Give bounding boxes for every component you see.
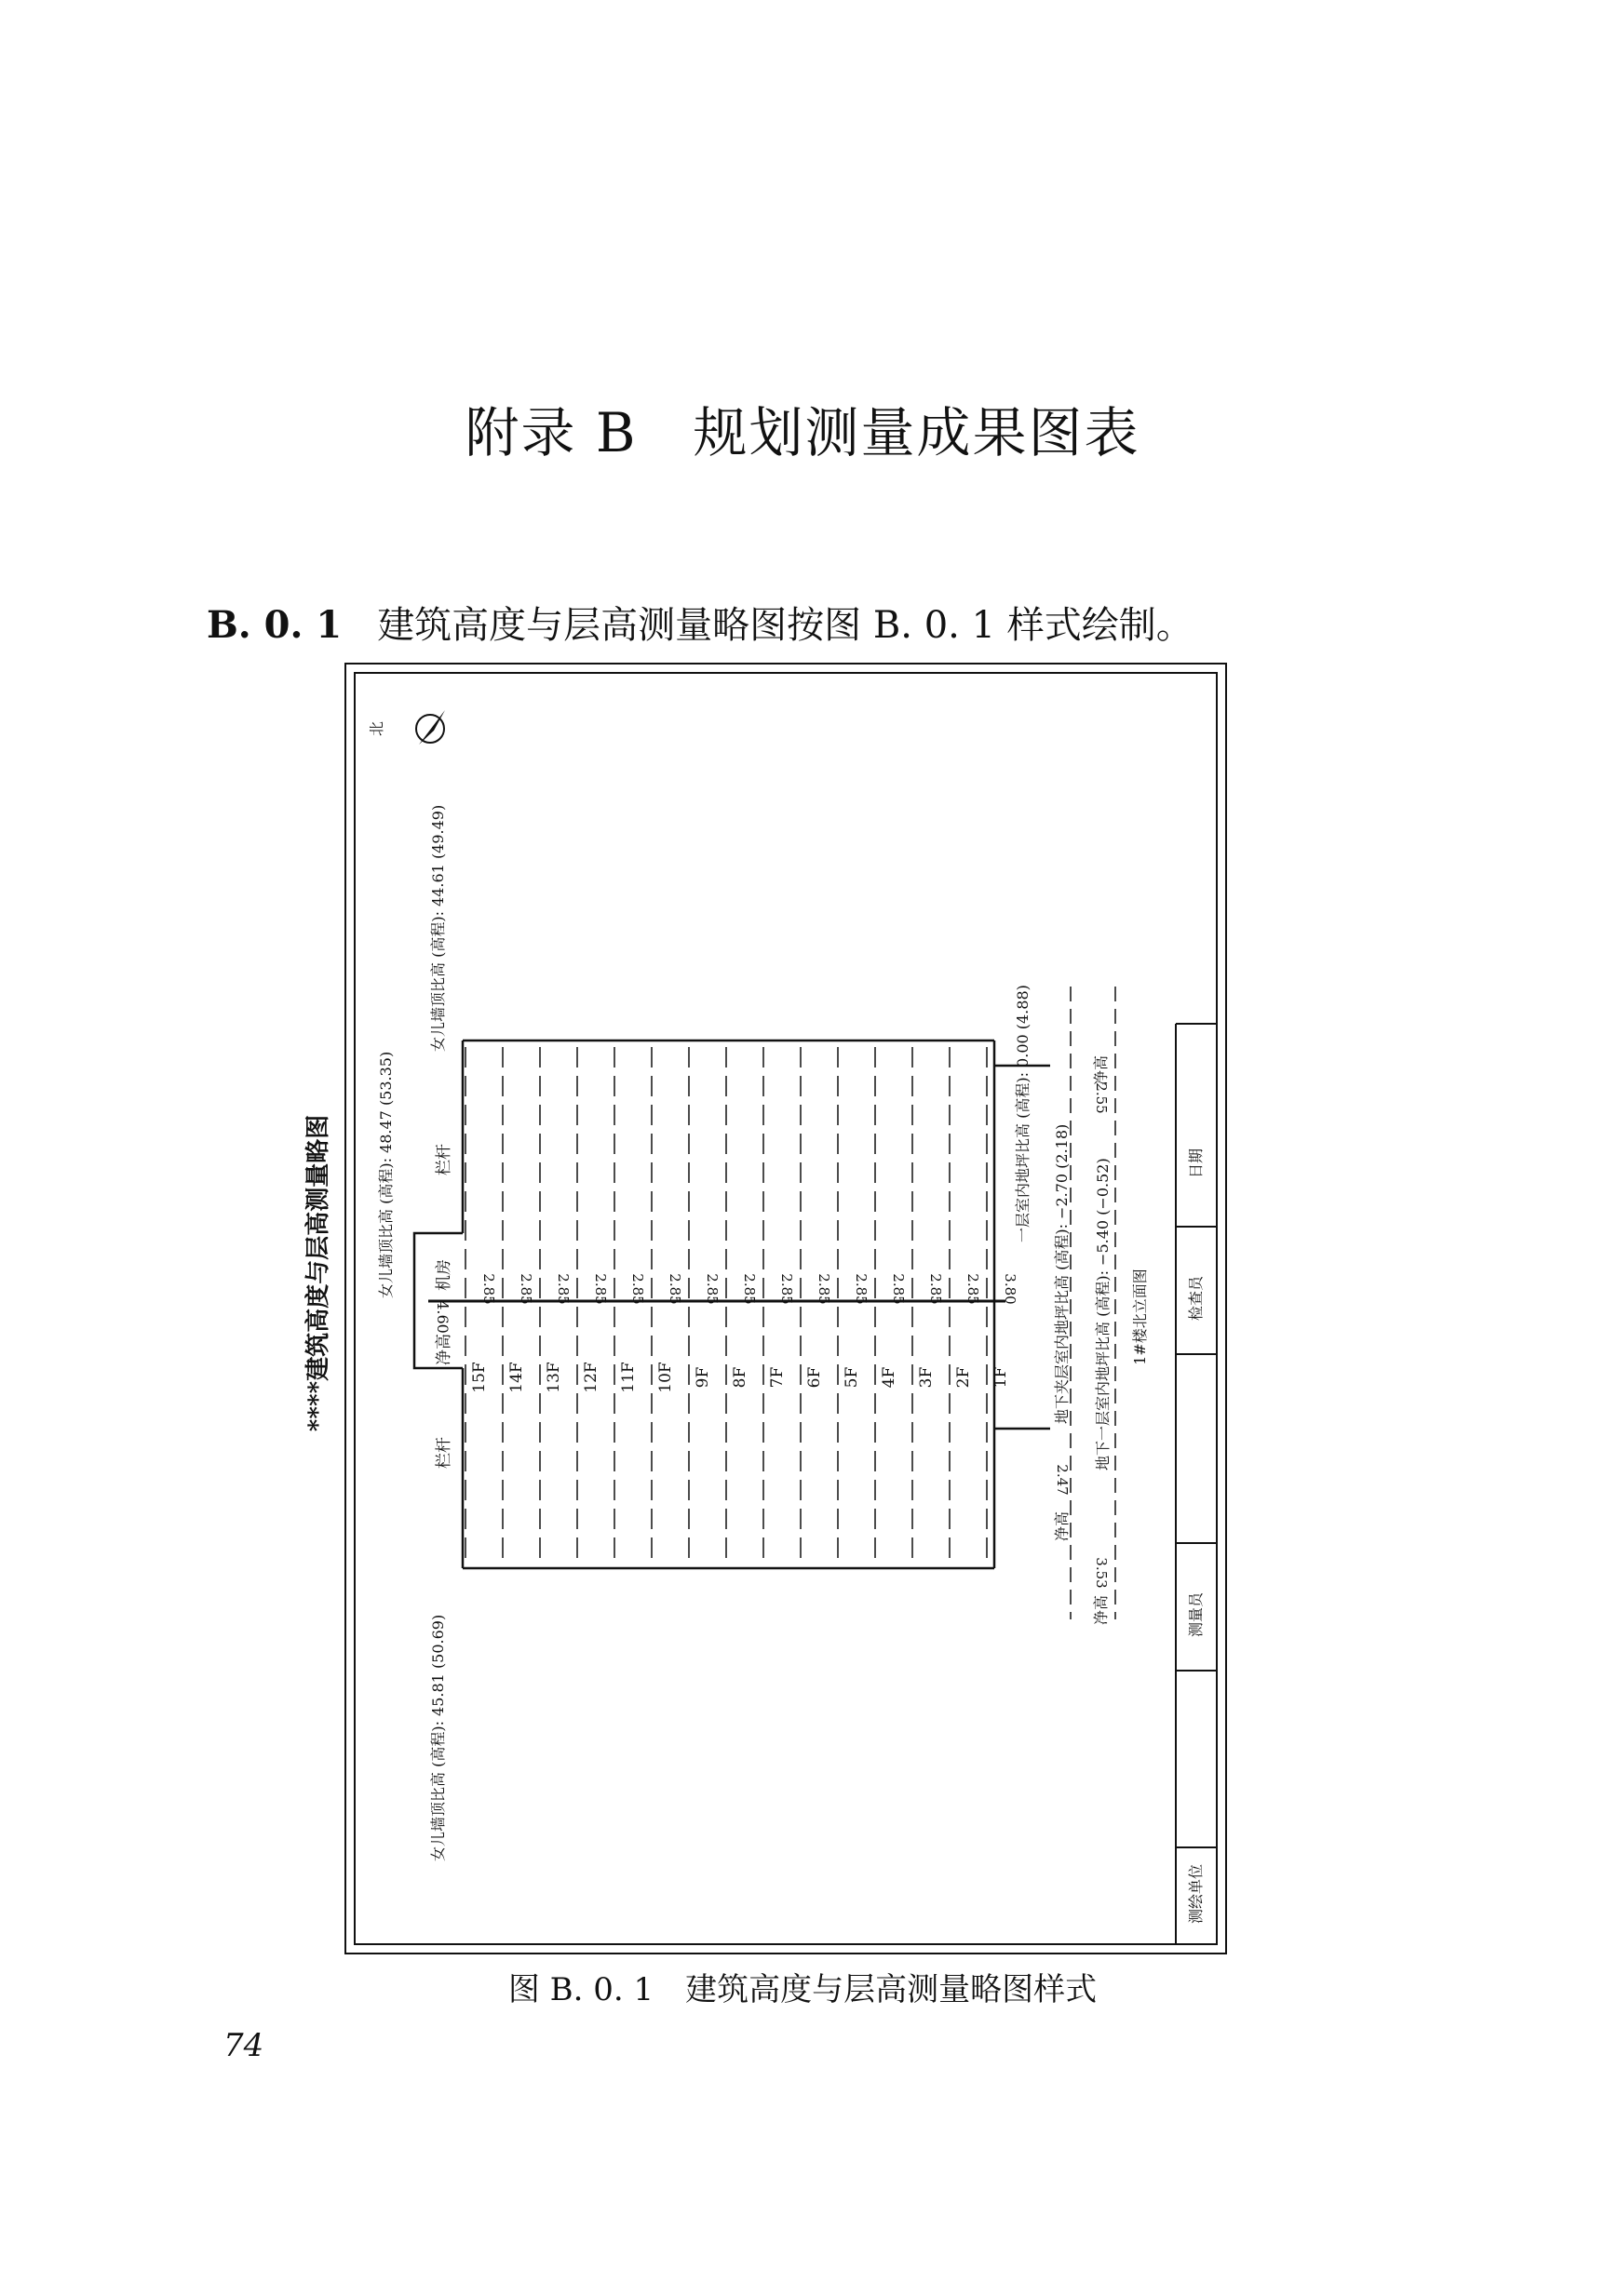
floor-height-value: 2.85 [555,1273,572,1305]
appendix-heading: 附录 B 规划测量成果图表 [465,401,1140,464]
machine-clear-label: 净高 [435,1334,453,1365]
floor-height-value: 2.85 [927,1273,944,1305]
floor-label: 12F [582,1362,600,1393]
building-outline [414,1041,1050,1568]
label-b1: 地下一层室内地坪比高 (高程): −5.40 (−0.52) [1094,1158,1112,1470]
floor-height-value: 2.85 [890,1273,907,1305]
floor-height-value: 2.85 [741,1273,758,1305]
machine-room-label: 机房 [435,1259,453,1291]
page-number: 74 [223,2027,264,2064]
railing-label-bottom: 栏杆 [435,1437,453,1469]
title-block-label: 测绘单位 [1187,1863,1205,1925]
label-machine-parapet: 女儿墙顶比高 (高程): 48.47 (53.35) [377,1051,395,1298]
north-arrow [368,710,445,745]
drawing-title: ****建筑高度与层高测量略图 [304,1114,332,1432]
floor-height-value: 2.85 [592,1273,609,1305]
floor-label: 14F [507,1362,526,1393]
railing-label-top: 栏杆 [435,1144,453,1175]
floor-height-value: 2.85 [853,1273,870,1305]
floor-height-value: 2.85 [964,1273,981,1305]
floor-label: 13F [545,1362,563,1393]
floor-height-value: 2.85 [629,1273,646,1305]
clear-label-1: 净高 [1092,1054,1110,1086]
floor-label: 9F [694,1366,712,1389]
floor-label: 7F [768,1366,787,1389]
floor-label: 11F [619,1362,638,1393]
floor-height-value: 2.85 [518,1273,534,1305]
elevation-name: 1#楼北立面图 [1131,1269,1149,1365]
floor-label: 1F [991,1366,1010,1389]
floor-label: 8F [731,1366,749,1389]
ground-height: 3.80 [1002,1273,1018,1305]
clear-label-2: 净高 [1053,1511,1071,1542]
floor-height-value: 2.85 [480,1273,497,1305]
clear-label-3: 净高 [1092,1594,1110,1626]
title-block-label: 检查员 [1187,1275,1205,1322]
title-block-label: 日期 [1187,1148,1205,1179]
floor-height-value: 2.85 [704,1273,721,1305]
clause-number: B. 0. 1 [207,603,343,647]
clear-value-3: 3.53 [1093,1557,1110,1589]
floor-label: 2F [954,1366,973,1389]
floor-height-value: 2.85 [667,1273,683,1305]
clear-value-1: 2.55 [1093,1082,1110,1114]
label-right-parapet: 女儿墙顶比高 (高程): 44.61 (49.49) [429,804,447,1052]
title-block-label: 测量员 [1187,1591,1205,1638]
label-left-parapet: 女儿墙顶比高 (高程): 45.81 (50.69) [429,1614,447,1861]
clause-text: 建筑高度与层高测量略图按图 B. 0. 1 样式绘制。 [377,604,1194,647]
floor-label: 4F [880,1366,898,1389]
floor-label: 10F [656,1362,675,1393]
clear-value-2: 2.47 [1054,1464,1071,1496]
floor-label: 15F [470,1362,489,1393]
label-b1-mezz: 地下夹层室内地坪比高 (高程): −2.70 (2.18) [1053,1123,1071,1424]
floor-label: 5F [843,1366,861,1389]
floor-label: 6F [805,1366,824,1389]
floor-height-value: 2.85 [778,1273,795,1305]
floor-label: 3F [917,1366,936,1389]
label-ground: 一层室内地坪比高 (高程): 0.00 (4.88) [1014,985,1032,1242]
floor-height-value: 2.85 [816,1273,832,1305]
north-label: 北 [368,720,385,737]
machine-clear-value: 4.60 [434,1300,452,1334]
figure-caption: 图 B. 0. 1 建筑高度与层高测量略图样式 [507,1971,1098,2008]
